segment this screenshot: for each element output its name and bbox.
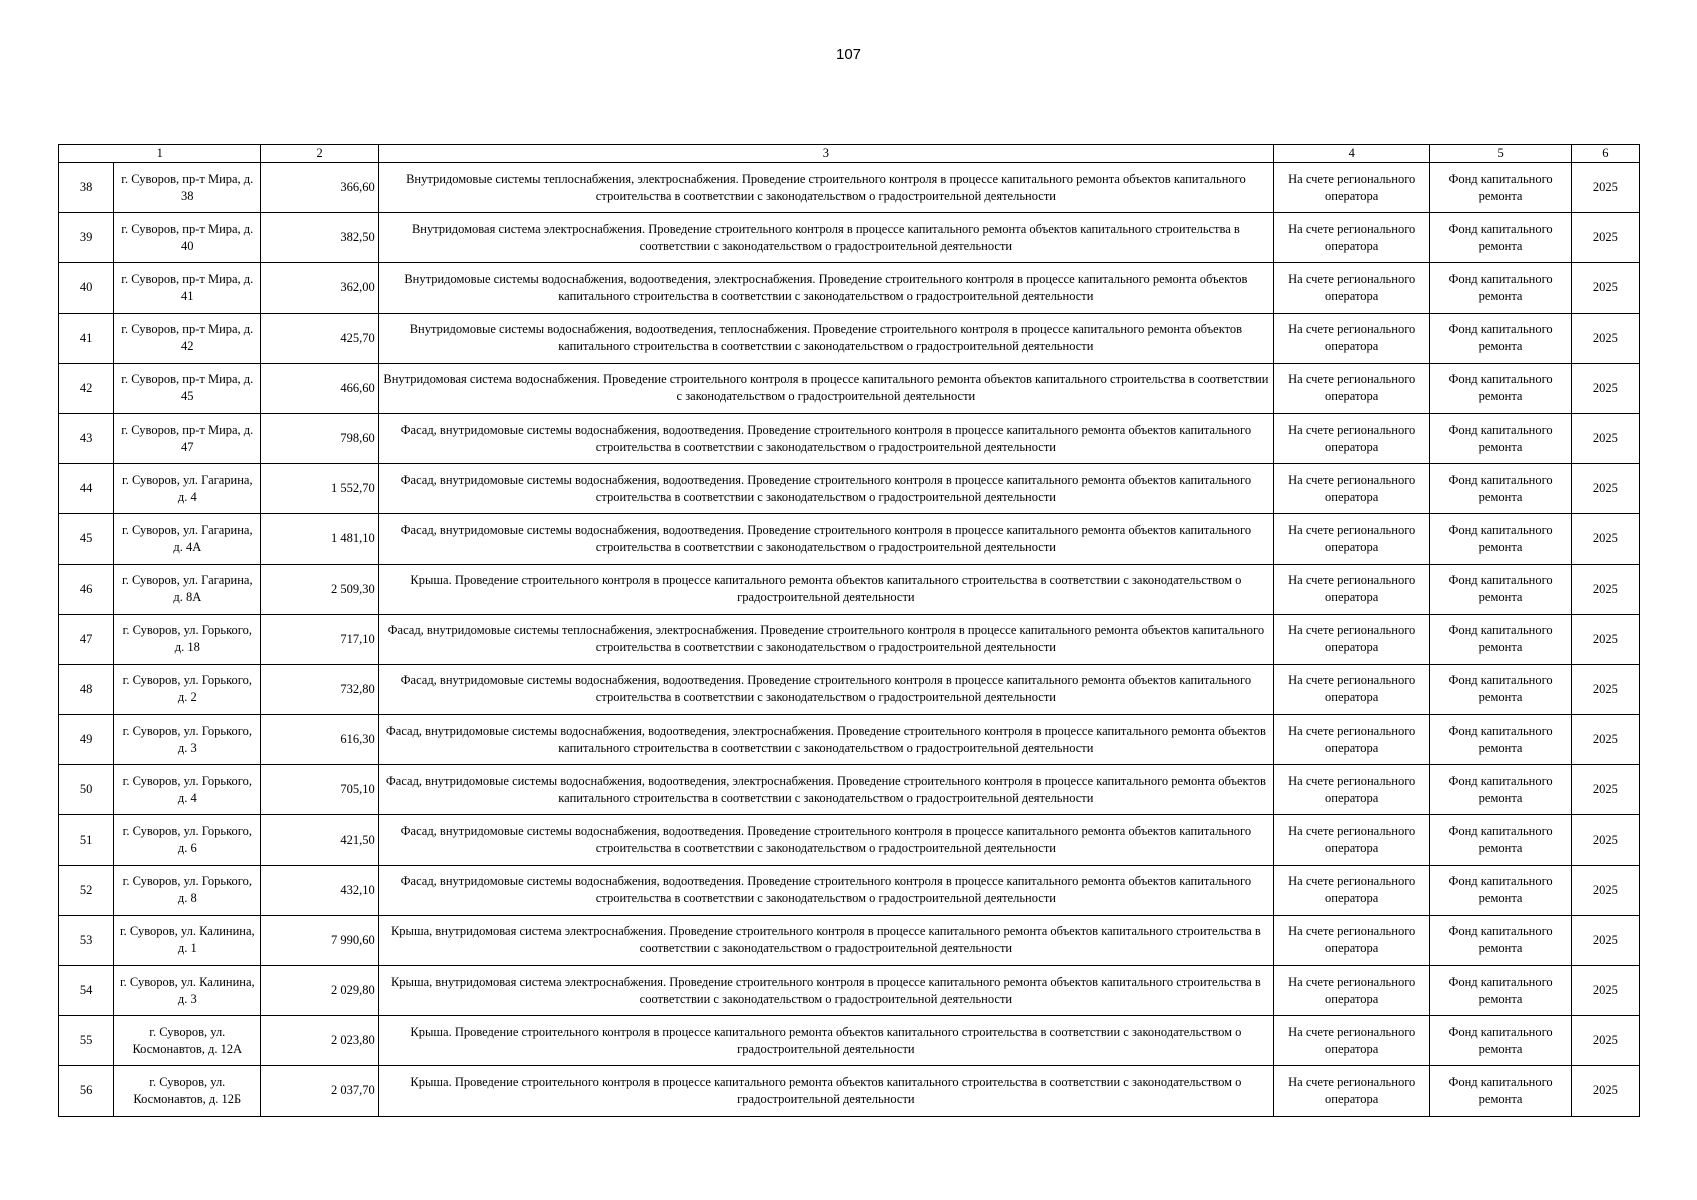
- year-cell: 2025: [1571, 263, 1639, 313]
- area-cell: 382,50: [261, 213, 378, 263]
- address-cell: г. Суворов, ул. Горького, д. 3: [114, 715, 261, 765]
- table-row: [59, 1016, 1640, 1066]
- area-cell: 366,60: [261, 163, 378, 213]
- account-type-cell: На счете регионального оператора: [1274, 1066, 1430, 1116]
- address-cell: г. Суворов, ул. Горького, д. 8: [114, 865, 261, 915]
- works-description-cell: Фасад, внутридомовые системы водоснабжения, водоотведения. Проведение строительного контроля в процессе капитального ремонта объектов капитального строительства в соответствии с законодательством о градостроительной деятельности: [378, 413, 1273, 463]
- year-cell: 2025: [1571, 966, 1639, 1016]
- works-description-cell: Фасад, внутридомовые системы водоснабжения, водоотведения, электроснабжения. Проведение строительного контроля в процессе капитального ремонта объектов капитального строительства в соответствии с законодательством о градостроительной деятельности: [378, 765, 1273, 815]
- row-number: 46: [59, 564, 114, 614]
- table-row: [59, 413, 1640, 463]
- funding-source-cell: Фонд капитального ремонта: [1430, 765, 1571, 815]
- funding-source-cell: Фонд капитального ремонта: [1430, 313, 1571, 363]
- row-number: 51: [59, 815, 114, 865]
- funding-source-cell: Фонд капитального ремонта: [1430, 514, 1571, 564]
- column-number-row: [59, 145, 1640, 163]
- works-description-cell: Фасад, внутридомовые системы водоснабжения, водоотведения. Проведение строительного контроля в процессе капитального ремонта объектов капитального строительства в соответствии с законодательством о градостроительной деятельности: [378, 664, 1273, 714]
- funding-source-cell: Фонд капитального ремонта: [1430, 815, 1571, 865]
- funding-source-cell: Фонд капитального ремонта: [1430, 966, 1571, 1016]
- table-row: [59, 865, 1640, 915]
- works-description-cell: Фасад, внутридомовые системы водоснабжения, водоотведения. Проведение строительного контроля в процессе капитального ремонта объектов капитального строительства в соответствии с законодательством о градостроительной деятельности: [378, 464, 1273, 514]
- column-header-1: 1: [59, 145, 261, 163]
- table-row: [59, 564, 1640, 614]
- table-row: [59, 614, 1640, 664]
- funding-source-cell: Фонд капитального ремонта: [1430, 413, 1571, 463]
- address-cell: г. Суворов, ул. Гагарина, д. 4: [114, 464, 261, 514]
- works-description-cell: Крыша. Проведение строительного контроля в процессе капитального ремонта объектов капитального строительства в соответствии с законодательством о градостроительной деятельности: [378, 1066, 1273, 1116]
- year-cell: 2025: [1571, 514, 1639, 564]
- row-number: 55: [59, 1016, 114, 1066]
- account-type-cell: На счете регионального оператора: [1274, 564, 1430, 614]
- account-type-cell: На счете регионального оператора: [1274, 815, 1430, 865]
- works-description-cell: Фасад, внутридомовые системы водоснабжения, водоотведения. Проведение строительного контроля в процессе капитального ремонта объектов капитального строительства в соответствии с законодательством о градостроительной деятельности: [378, 815, 1273, 865]
- table-row: [59, 263, 1640, 313]
- funding-source-cell: Фонд капитального ремонта: [1430, 715, 1571, 765]
- area-cell: 2 029,80: [261, 966, 378, 1016]
- page-number: 107: [835, 46, 862, 63]
- table-row: [59, 815, 1640, 865]
- row-number: 50: [59, 765, 114, 815]
- table-row: [59, 464, 1640, 514]
- row-number: 42: [59, 363, 114, 413]
- area-cell: 798,60: [261, 413, 378, 463]
- table-row: [59, 313, 1640, 363]
- funding-source-cell: Фонд капитального ремонта: [1430, 464, 1571, 514]
- address-cell: г. Суворов, пр-т Мира, д. 41: [114, 263, 261, 313]
- table-row: [59, 915, 1640, 965]
- year-cell: 2025: [1571, 1016, 1639, 1066]
- row-number: 54: [59, 966, 114, 1016]
- row-number: 39: [59, 213, 114, 263]
- address-cell: г. Суворов, ул. Горького, д. 4: [114, 765, 261, 815]
- column-header-5: 5: [1430, 145, 1571, 163]
- works-description-cell: Крыша, внутридомовая система электроснабжения. Проведение строительного контроля в процессе капитального ремонта объектов капитального строительства в соответствии с законодательством о градостроительной деятельности: [378, 915, 1273, 965]
- account-type-cell: На счете регионального оператора: [1274, 263, 1430, 313]
- year-cell: 2025: [1571, 413, 1639, 463]
- year-cell: 2025: [1571, 614, 1639, 664]
- area-cell: 705,10: [261, 765, 378, 815]
- year-cell: 2025: [1571, 313, 1639, 363]
- row-number: 47: [59, 614, 114, 664]
- account-type-cell: На счете регионального оператора: [1274, 915, 1430, 965]
- works-description-cell: Крыша. Проведение строительного контроля в процессе капитального ремонта объектов капитального строительства в соответствии с законодательством о градостроительной деятельности: [378, 564, 1273, 614]
- area-cell: 2 037,70: [261, 1066, 378, 1116]
- column-header-6: 6: [1571, 145, 1639, 163]
- works-description-cell: Внутридомовая система водоснабжения. Проведение строительного контроля в процессе капитального ремонта объектов капитального строительства в соответствии с законодательством о градостроительной деятельности: [378, 363, 1273, 413]
- area-cell: 717,10: [261, 614, 378, 664]
- area-cell: 432,10: [261, 865, 378, 915]
- address-cell: г. Суворов, ул. Гагарина, д. 8А: [114, 564, 261, 614]
- year-cell: 2025: [1571, 363, 1639, 413]
- address-cell: г. Суворов, ул. Горького, д. 2: [114, 664, 261, 714]
- address-cell: г. Суворов, ул. Космонавтов, д. 12А: [114, 1016, 261, 1066]
- works-description-cell: Фасад, внутридомовые системы теплоснабжения, электроснабжения. Проведение строительного контроля в процессе капитального ремонта объектов капитального строительства в соответствии с законодательством о градостроительной деятельности: [378, 614, 1273, 664]
- account-type-cell: На счете регионального оператора: [1274, 413, 1430, 463]
- row-number: 48: [59, 664, 114, 714]
- row-number: 45: [59, 514, 114, 564]
- funding-source-cell: Фонд капитального ремонта: [1430, 213, 1571, 263]
- funding-source-cell: Фонд капитального ремонта: [1430, 915, 1571, 965]
- works-description-cell: Внутридомовая система электроснабжения. Проведение строительного контроля в процессе капитального ремонта объектов капитального строительства в соответствии с законодательством о градостроительной деятельности: [378, 213, 1273, 263]
- funding-source-cell: Фонд капитального ремонта: [1430, 1066, 1571, 1116]
- account-type-cell: На счете регионального оператора: [1274, 664, 1430, 714]
- row-number: 38: [59, 163, 114, 213]
- area-cell: 732,80: [261, 664, 378, 714]
- works-description-cell: Фасад, внутридомовые системы водоснабжения, водоотведения. Проведение строительного контроля в процессе капитального ремонта объектов капитального строительства в соответствии с законодательством о градостроительной деятельности: [378, 514, 1273, 564]
- year-cell: 2025: [1571, 213, 1639, 263]
- address-cell: г. Суворов, пр-т Мира, д. 45: [114, 363, 261, 413]
- year-cell: 2025: [1571, 464, 1639, 514]
- area-cell: 2 023,80: [261, 1016, 378, 1066]
- area-cell: 2 509,30: [261, 564, 378, 614]
- funding-source-cell: Фонд капитального ремонта: [1430, 564, 1571, 614]
- table-row: [59, 363, 1640, 413]
- funding-source-cell: Фонд капитального ремонта: [1430, 263, 1571, 313]
- area-cell: 425,70: [261, 313, 378, 363]
- account-type-cell: На счете регионального оператора: [1274, 514, 1430, 564]
- row-number: 53: [59, 915, 114, 965]
- table-row: [59, 664, 1640, 714]
- works-description-cell: Фасад, внутридомовые системы водоснабжения, водоотведения. Проведение строительного контроля в процессе капитального ремонта объектов капитального строительства в соответствии с законодательством о градостроительной деятельности: [378, 865, 1273, 915]
- account-type-cell: На счете регионального оператора: [1274, 715, 1430, 765]
- account-type-cell: На счете регионального оператора: [1274, 865, 1430, 915]
- address-cell: г. Суворов, пр-т Мира, д. 38: [114, 163, 261, 213]
- address-cell: г. Суворов, пр-т Мира, д. 40: [114, 213, 261, 263]
- account-type-cell: На счете регионального оператора: [1274, 213, 1430, 263]
- area-cell: 1 552,70: [261, 464, 378, 514]
- area-cell: 1 481,10: [261, 514, 378, 564]
- account-type-cell: На счете регионального оператора: [1274, 966, 1430, 1016]
- table-row: [59, 765, 1640, 815]
- column-header-3: 3: [378, 145, 1273, 163]
- address-cell: г. Суворов, ул. Калинина, д. 3: [114, 966, 261, 1016]
- account-type-cell: На счете регионального оператора: [1274, 464, 1430, 514]
- account-type-cell: На счете регионального оператора: [1274, 614, 1430, 664]
- funding-source-cell: Фонд капитального ремонта: [1430, 865, 1571, 915]
- account-type-cell: На счете регионального оператора: [1274, 765, 1430, 815]
- address-cell: г. Суворов, ул. Гагарина, д. 4А: [114, 514, 261, 564]
- year-cell: 2025: [1571, 163, 1639, 213]
- row-number: 56: [59, 1066, 114, 1116]
- funding-source-cell: Фонд капитального ремонта: [1430, 1016, 1571, 1066]
- area-cell: 7 990,60: [261, 915, 378, 965]
- row-number: 40: [59, 263, 114, 313]
- table-row: [59, 1066, 1640, 1116]
- funding-source-cell: Фонд капитального ремонта: [1430, 163, 1571, 213]
- address-cell: г. Суворов, ул. Горького, д. 18: [114, 614, 261, 664]
- works-description-cell: Крыша, внутридомовая система электроснабжения. Проведение строительного контроля в процессе капитального ремонта объектов капитального строительства в соответствии с законодательством о градостроительной деятельности: [378, 966, 1273, 1016]
- year-cell: 2025: [1571, 865, 1639, 915]
- table-row: [59, 966, 1640, 1016]
- works-description-cell: Фасад, внутридомовые системы водоснабжения, водоотведения, электроснабжения. Проведение строительного контроля в процессе капитального ремонта объектов капитального строительства в соответствии с законодательством о градостроительной деятельности: [378, 715, 1273, 765]
- table-row: [59, 163, 1640, 213]
- year-cell: 2025: [1571, 815, 1639, 865]
- table-row: [59, 514, 1640, 564]
- column-header-4: 4: [1274, 145, 1430, 163]
- table-row: [59, 213, 1640, 263]
- address-cell: г. Суворов, ул. Горького, д. 6: [114, 815, 261, 865]
- account-type-cell: На счете регионального оператора: [1274, 363, 1430, 413]
- works-description-cell: Внутридомовые системы водоснабжения, водоотведения, теплоснабжения. Проведение строительного контроля в процессе капитального ремонта объектов капитального строительства в соответствии с законодательством о градостроительной деятельности: [378, 313, 1273, 363]
- area-cell: 616,30: [261, 715, 378, 765]
- works-description-cell: Внутридомовые системы водоснабжения, водоотведения, электроснабжения. Проведение строительного контроля в процессе капитального ремонта объектов капитального строительства в соответствии с законодательством о градостроительной деятельности: [378, 263, 1273, 313]
- funding-source-cell: Фонд капитального ремонта: [1430, 614, 1571, 664]
- row-number: 49: [59, 715, 114, 765]
- account-type-cell: На счете регионального оператора: [1274, 163, 1430, 213]
- repair-register-table: [58, 144, 1640, 1117]
- year-cell: 2025: [1571, 1066, 1639, 1116]
- funding-source-cell: Фонд капитального ремонта: [1430, 363, 1571, 413]
- row-number: 43: [59, 413, 114, 463]
- works-description-cell: Внутридомовые системы теплоснабжения, электроснабжения. Проведение строительного контроля в процессе капитального ремонта объектов капитального строительства в соответствии с законодательством о градостроительной деятельности: [378, 163, 1273, 213]
- row-number: 41: [59, 313, 114, 363]
- year-cell: 2025: [1571, 664, 1639, 714]
- works-description-cell: Крыша. Проведение строительного контроля в процессе капитального ремонта объектов капитального строительства в соответствии с законодательством о градостроительной деятельности: [378, 1016, 1273, 1066]
- address-cell: г. Суворов, пр-т Мира, д. 47: [114, 413, 261, 463]
- address-cell: г. Суворов, пр-т Мира, д. 42: [114, 313, 261, 363]
- table-row: [59, 715, 1640, 765]
- year-cell: 2025: [1571, 564, 1639, 614]
- row-number: 52: [59, 865, 114, 915]
- area-cell: 362,00: [261, 263, 378, 313]
- year-cell: 2025: [1571, 765, 1639, 815]
- column-header-2: 2: [261, 145, 378, 163]
- address-cell: г. Суворов, ул. Космонавтов, д. 12Б: [114, 1066, 261, 1116]
- year-cell: 2025: [1571, 915, 1639, 965]
- funding-source-cell: Фонд капитального ремонта: [1430, 664, 1571, 714]
- account-type-cell: На счете регионального оператора: [1274, 313, 1430, 363]
- year-cell: 2025: [1571, 715, 1639, 765]
- address-cell: г. Суворов, ул. Калинина, д. 1: [114, 915, 261, 965]
- account-type-cell: На счете регионального оператора: [1274, 1016, 1430, 1066]
- area-cell: 466,60: [261, 363, 378, 413]
- area-cell: 421,50: [261, 815, 378, 865]
- row-number: 44: [59, 464, 114, 514]
